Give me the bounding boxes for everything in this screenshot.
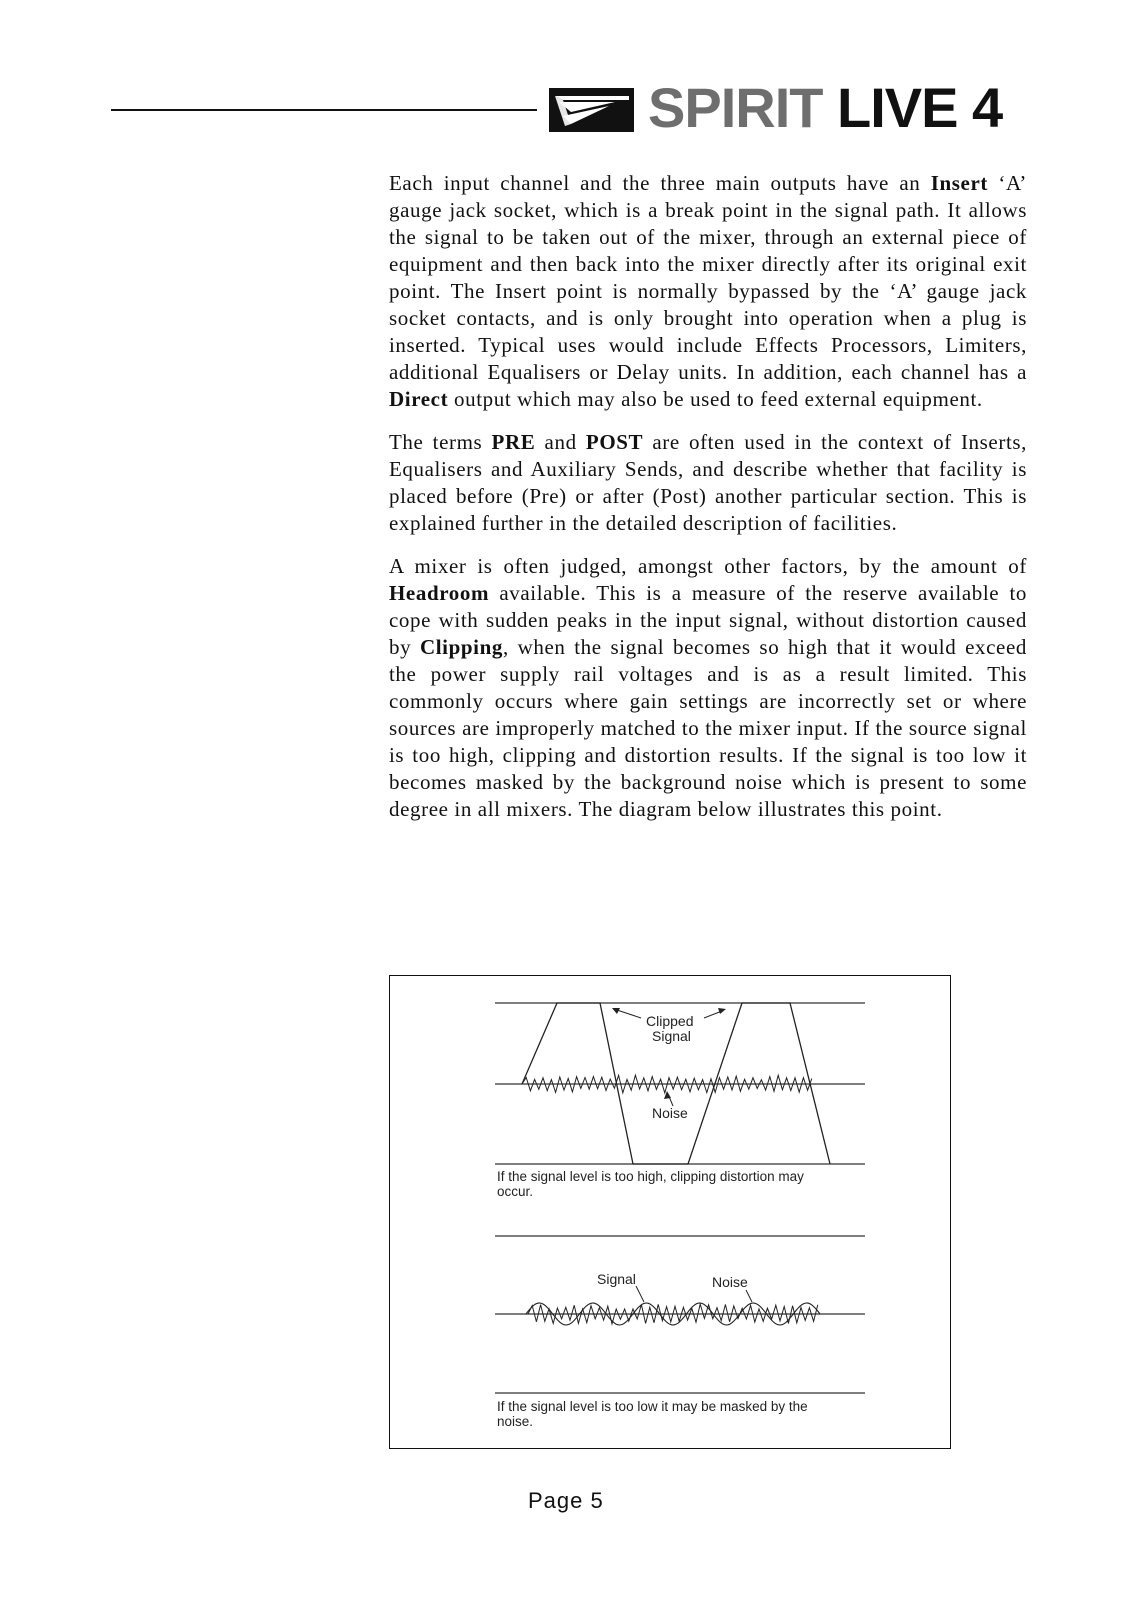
text-run: , when the signal becomes so high that it would exceed the power supply rail voltages and is as a result limited. This commonly occurs where gain settings are incorrectly set or where sources are improperly matched to the mixer input. If the source signal is too high, clipping and distortion results. If the signal is too low it becomes masked by the background noise which is present to some degree in all mixers. The diagram below illustrates this point. — [389, 635, 1027, 821]
clipped-arrow-right — [704, 1011, 722, 1018]
spirit-logo-icon — [549, 88, 634, 132]
paragraph-insert — [389, 170, 1027, 413]
noise-label: Noise — [652, 1105, 688, 1121]
brand-spirit: SPIRIT — [648, 76, 823, 139]
headroom-diagram — [389, 975, 951, 1449]
term-direct: Direct — [389, 387, 449, 411]
term-post: POST — [585, 430, 644, 454]
noise-arrow — [746, 1290, 752, 1302]
text-run: available. This is a measure of the reserve available to cope with sudden peaks in the input signal, without distortion caused by — [389, 581, 1027, 659]
brand-model: LIVE 4 — [837, 76, 1003, 139]
text-run: The terms — [389, 430, 492, 454]
paragraph-headroom — [389, 553, 1027, 823]
masking-panel — [495, 1236, 865, 1393]
signal-arrow — [636, 1286, 644, 1302]
page-number: Page 5 — [528, 1488, 604, 1513]
text-run: output which may also be used to feed external equipment. — [448, 387, 983, 411]
text-run: are often used in the context of Inserts, Equalisers and Auxiliary Sends, and describe whether that facility is placed before (Pre) or after (Post) another particular section. This is explained further in the detailed description of facilities. — [389, 430, 1028, 535]
term-headroom: Headroom — [389, 581, 490, 605]
term-pre: PRE — [491, 430, 536, 454]
clipping-panel — [495, 1003, 865, 1164]
signal-label: Signal — [597, 1271, 636, 1287]
text-run: A mixer is often judged, amongst other factors, by the amount of — [389, 554, 1027, 578]
brand-title — [648, 76, 1003, 139]
text-run: Each input channel and the three main outputs have an — [389, 171, 931, 195]
caption-clipping: If the signal level is too high, clipping distortion may occur. — [497, 1169, 804, 1199]
clipped-label-line2: Signal — [652, 1028, 691, 1044]
arrowhead-icon — [718, 1008, 726, 1014]
text-run: ‘A’ gauge jack socket, which is a break point in the signal path. It allows the signal to be taken out of the mixer, through an external piece of equipment and then back into the mixer directly after its original exit point. The Insert point is normally bypassed by the ‘A’ gauge jack socket contacts, and is only brought into operation when a plug is inserted. Typical uses would include Effects Processors, Limiters, additional Equalisers or Delay units. In addition, each channel has a — [389, 171, 1027, 384]
body-text — [389, 170, 1027, 839]
term-insert: Insert — [930, 171, 988, 195]
caption-masking: If the signal level is too low it may be masked by the noise. — [497, 1399, 808, 1429]
header-rule — [111, 109, 537, 111]
paragraph-pre-post — [389, 429, 1027, 537]
text-run: and — [535, 430, 586, 454]
term-clipping: Clipping — [419, 635, 503, 659]
clipped-label-line1: Clipped — [646, 1013, 694, 1029]
noise-label: Noise — [712, 1274, 748, 1290]
